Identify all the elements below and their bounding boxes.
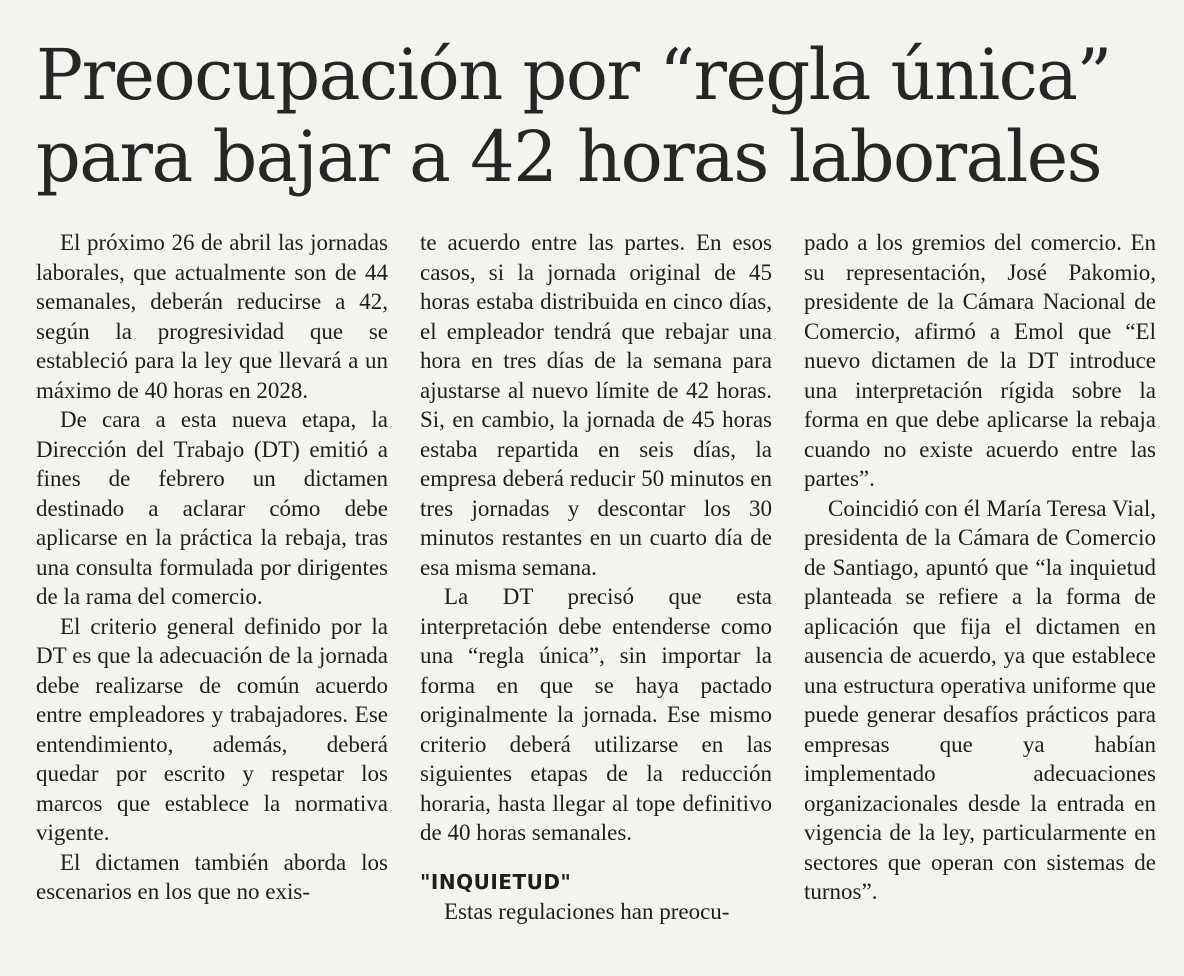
paragraph: pado a los gremios del comercio. En su representación, José Pakomio, presidente de la Cámara Nacional de Comercio, afirmó a Emol que “El nuevo dictamen de la DT introduce una interpretación rígida sobre la forma en que debe aplicarse la rebaja cuando no existe acuerdo entre las partes”. — [804, 230, 1156, 491]
section-subhead: "INQUIETUD" — [420, 869, 572, 894]
paragraph: Coincidió con él María Teresa Vial, presidenta de la Cámara de Comercio de Santiago, apuntó que “la inquietud planteada se refiere a la forma de aplicación que fija el dictamen en ausencia de acuerdo, ya que establece una estructura operativa uniforme que puede generar desafíos prácticos para empresas que ya habían implementado adecuaciones organizacionales desde la entrada en vigencia de la ley, particularmente en sectores que operan con sistemas de turnos”. — [804, 495, 1156, 904]
headline-line-1: Preocupación por “regla única” — [36, 34, 1111, 116]
article-column-3 — [804, 228, 1156, 907]
headline — [36, 34, 1156, 198]
paragraph: te acuerdo entre las partes. En esos casos, si la jornada original de 45 horas estaba distribuida en cinco días, el empleador tendrá que rebajar una hora en tres días de la semana para ajustarse al nuevo límite de 42 horas. Si, en cambio, la jornada de 45 horas estaba repartida en seis días, la empresa deberá reducir 50 minutos en tres jornadas y descontar los 30 minutos restantes en un cuarto día de esa misma semana. — [420, 230, 772, 580]
paragraph: El criterio general definido por la DT es que la adecuación de la jornada debe realizarse de común acuerdo entre empleadores y trabajadores. Ese entendimiento, además, deberá quedar por escrito y respetar los marcos que establece la normativa vigente. — [36, 613, 388, 845]
paragraph: La DT precisó que esta interpretación debe entenderse como una “regla única”, sin importar la forma en que se haya pactado originalmente la jornada. Ese mismo criterio deberá utilizarse en las siguientes etapas de la reducción horaria, hasta llegar al tope definitivo de 40 horas semanales. — [420, 584, 772, 845]
paragraph: El próximo 26 de abril las jornadas laborales, que actualmente son de 44 semanales, deberán reducirse a 42, según la progresividad que se estableció para la ley que llevará a un máximo de 40 horas en 2028. — [36, 230, 388, 403]
article-column-1 — [36, 228, 388, 907]
headline-line-2: para bajar a 42 horas laborales — [36, 116, 1102, 198]
paragraph: El dictamen también aborda los escenarios en los que no exis- — [36, 849, 388, 904]
article-column-2 — [420, 228, 772, 927]
paragraph: De cara a esta nueva etapa, la Dirección del Trabajo (DT) emitió a fines de febrero un dictamen destinado a aclarar cómo debe aplicarse en la práctica la rebaja, tras una consulta formulada por dirigentes de la rama del comercio. — [36, 407, 388, 609]
paragraph: Estas regulaciones han preocu- — [444, 899, 730, 924]
